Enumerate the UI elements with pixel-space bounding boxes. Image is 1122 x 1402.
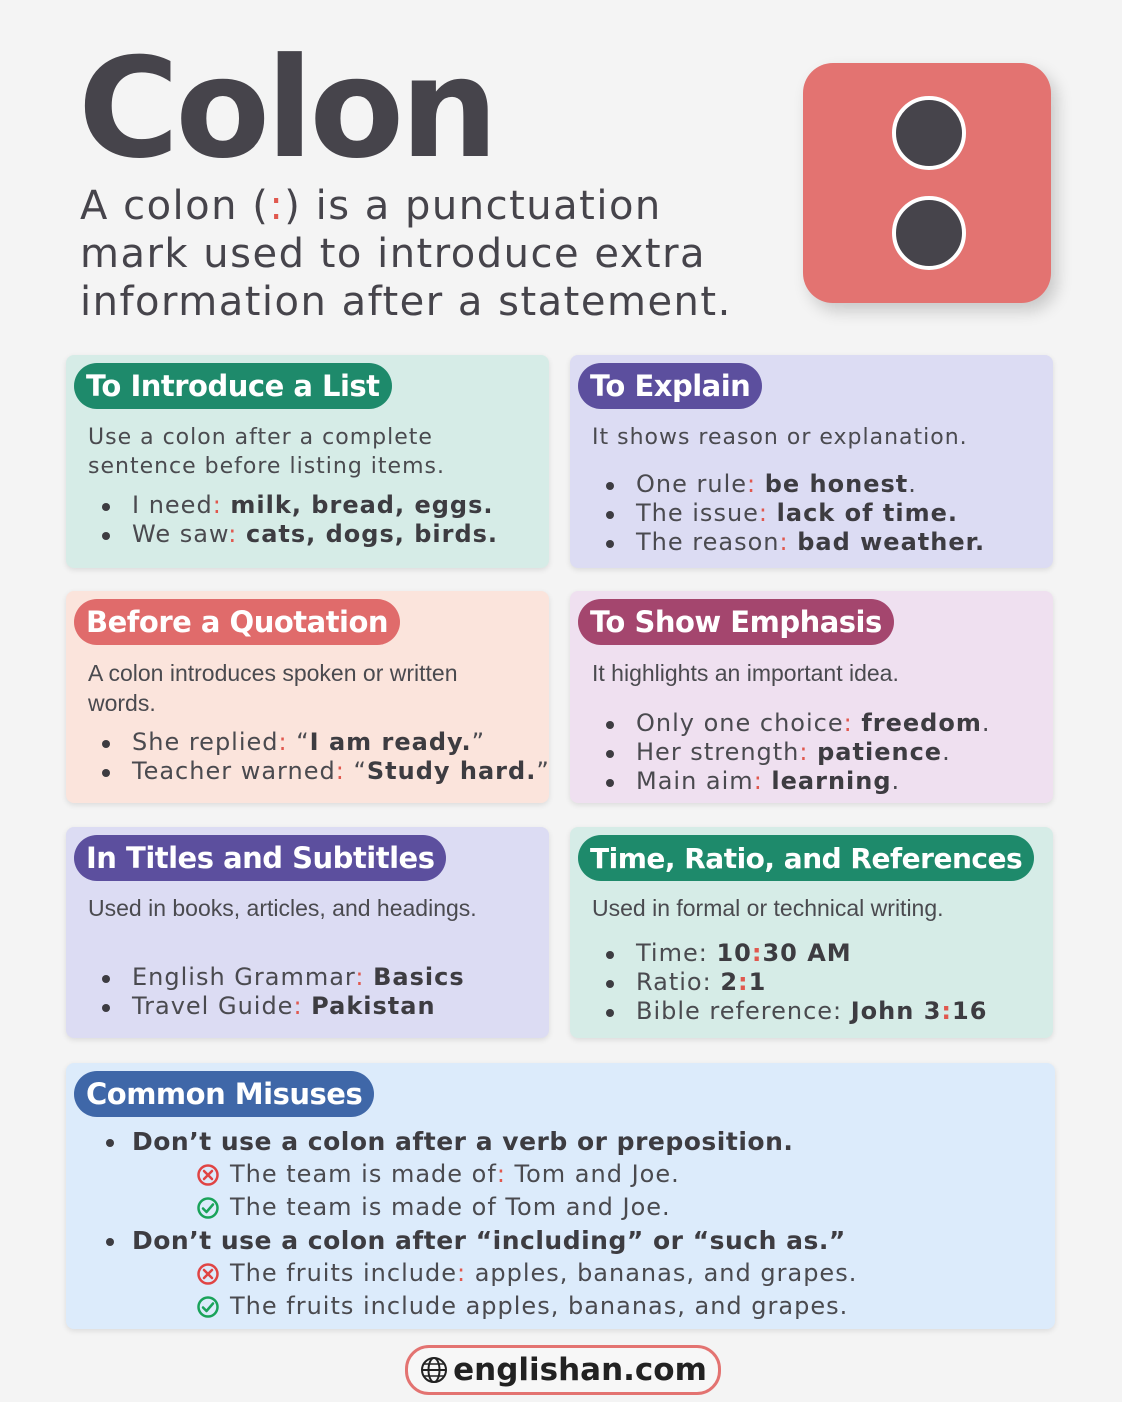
list-item: Bible reference: John 3:16 — [606, 997, 987, 1026]
misuse-rule — [106, 1125, 857, 1224]
intro-part: A colon ( — [80, 183, 270, 229]
wrong-icon — [196, 1262, 220, 1286]
colon-dot-bottom — [892, 196, 966, 270]
list-item: The reason: bad weather. — [606, 528, 985, 557]
rule-text: Don’t use a colon after “including” or “such as.” — [106, 1224, 857, 1257]
example-text: The fruits include apples, bananas, and grapes. — [230, 1292, 849, 1320]
rule-text: Don’t use a colon after a verb or preposition. — [106, 1125, 857, 1158]
card-description: A colon introduces spoken or written words. — [88, 660, 458, 716]
site-url: englishan.com — [453, 1352, 707, 1388]
check-icon — [196, 1295, 220, 1319]
card-description: Used in books, articles, and headings. — [88, 895, 477, 921]
card-description: It highlights an important idea. — [592, 660, 899, 686]
wrong-example: The fruits include : apples, bananas, and grapes. — [196, 1257, 857, 1290]
card-title: Before a Quotation — [74, 599, 400, 645]
wrong-example: The team is made of : Tom and Joe. — [196, 1158, 857, 1191]
card-title: To Show Emphasis — [578, 599, 894, 645]
card-introduce-list — [66, 355, 549, 568]
example-list — [606, 470, 985, 557]
list-item: Time: 10:30 AM — [606, 939, 987, 968]
example-list — [606, 709, 990, 796]
list-item: Travel Guide: Pakistan — [102, 992, 465, 1021]
list-item: The issue: lack of time. — [606, 499, 985, 528]
list-item: She replied: “I am ready.” — [102, 728, 550, 757]
misuse-list — [106, 1125, 857, 1323]
example-text: Tom and Joe. — [505, 1160, 680, 1188]
card-description: Use a colon after a complete sentence before listing items. — [88, 425, 445, 479]
colon-symbol-tile — [803, 63, 1051, 303]
example-text: The fruits include — [230, 1259, 457, 1287]
card-before-quotation — [66, 591, 549, 803]
intro-text — [80, 182, 780, 326]
card-time-ratio-references — [570, 827, 1053, 1038]
card-explain — [570, 355, 1053, 568]
example-text: The team is made of — [230, 1160, 497, 1188]
globe-icon — [419, 1355, 449, 1385]
list-item: Main aim: learning. — [606, 767, 990, 796]
right-example — [196, 1290, 857, 1323]
list-item: I need: milk, bread, eggs. — [102, 491, 498, 520]
page-title: Colon — [78, 28, 495, 189]
example-list — [102, 491, 498, 549]
wrong-icon — [196, 1163, 220, 1187]
list-item: Ratio: 2:1 — [606, 968, 987, 997]
example-text: The team is made of Tom and Joe. — [230, 1193, 671, 1221]
example-list — [102, 728, 550, 786]
list-item: We saw: cats, dogs, birds. — [102, 520, 498, 549]
card-description: It shows reason or explanation. — [592, 425, 968, 450]
card-title: Common Misuses — [74, 1071, 374, 1117]
intro-colon: : — [269, 183, 285, 229]
list-item: Only one choice: freedom. — [606, 709, 990, 738]
card-common-misuses — [66, 1063, 1055, 1329]
card-title: To Introduce a List — [74, 363, 392, 409]
card-description: Used in formal or technical writing. — [592, 895, 944, 921]
site-link[interactable] — [405, 1345, 721, 1395]
list-item: English Grammar: Basics — [102, 963, 465, 992]
card-show-emphasis — [570, 591, 1053, 803]
intro-part: ) is a punctuation mark used to introduce extra information after a statement. — [80, 183, 732, 325]
card-titles-subtitles — [66, 827, 549, 1038]
example-list — [102, 963, 465, 1021]
list-item: Teacher warned: “Study hard.” — [102, 757, 550, 786]
card-title: Time, Ratio, and References — [578, 835, 1034, 881]
example-text: apples, bananas, and grapes. — [466, 1259, 858, 1287]
card-title: In Titles and Subtitles — [74, 835, 446, 881]
colon-dot-top — [892, 96, 966, 170]
right-example — [196, 1191, 857, 1224]
check-icon — [196, 1196, 220, 1220]
example-list — [606, 939, 987, 1026]
list-item: Her strength: patience. — [606, 738, 990, 767]
misuse-rule — [106, 1224, 857, 1323]
card-title: To Explain — [578, 363, 762, 409]
list-item: One rule: be honest. — [606, 470, 985, 499]
